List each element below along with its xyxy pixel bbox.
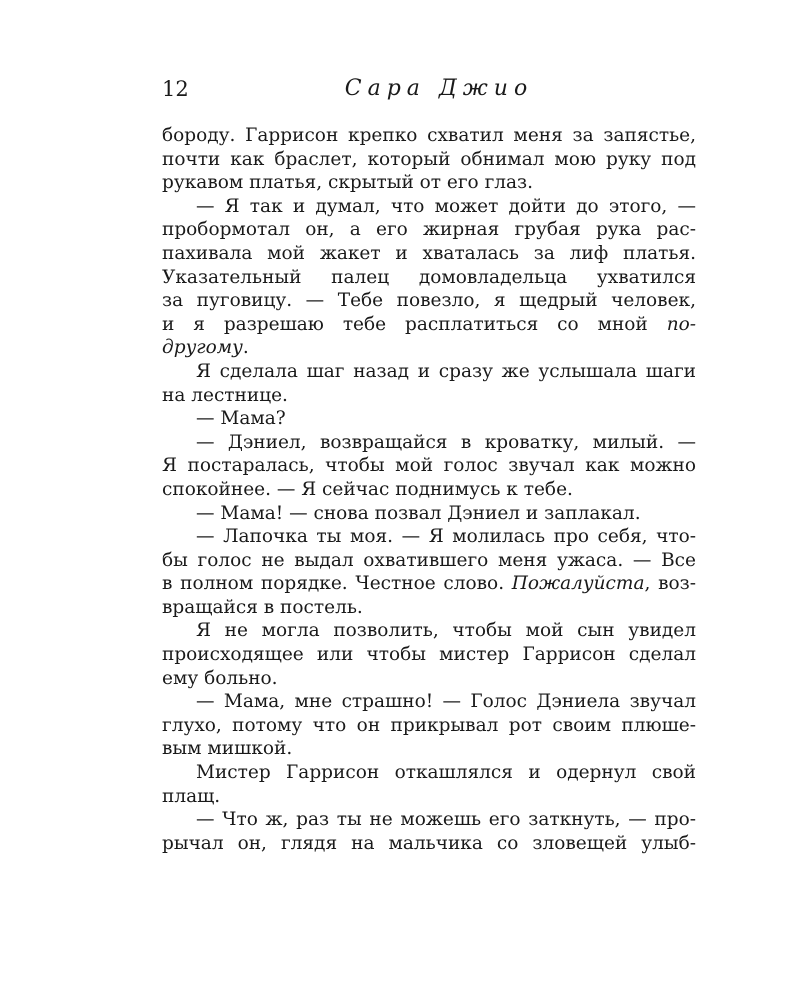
text-line [162,761,696,785]
italic-text: Пожалуйста [511,573,645,595]
text-line [162,596,696,620]
text-line [162,431,696,455]
line-text: бы голос не выдал охватившего меня ужаса. — Все [162,549,696,571]
line-text: глухо, потому что он прикрывал рот своим плюше- [162,714,696,736]
text-line [162,478,696,502]
line-text: Мистер Гаррисон откашлялся и одернул свой [196,762,696,784]
line-text: Я постаралась, чтобы мой голос звучал как можно [162,455,696,477]
text-line [162,454,696,478]
line-text: — Что ж, раз ты не можешь его заткнуть, — про- [196,809,696,831]
text-line [162,808,696,832]
text-line [162,195,696,219]
line-text: — Мама! — снова позвал Дэниел и заплакал. [196,502,641,524]
text-line [162,313,696,337]
text-line [162,690,696,714]
text-line [162,525,696,549]
text-line [162,289,696,313]
text-line [162,124,696,148]
text-line [162,360,696,384]
text-line [162,714,696,738]
text-line [162,171,696,195]
text-line [162,785,696,809]
text-line [162,643,696,667]
line-text: ему больно. [162,667,278,689]
line-text: плащ. [162,785,221,807]
text-line [162,549,696,573]
text-line [162,667,696,691]
line-text: происходящее или чтобы мистер Гаррисон сделал [162,644,696,666]
page-number: 12 [162,77,189,101]
line-text: Я не могла позволить, чтобы мой сын увидел [196,620,696,642]
text-line [162,336,696,360]
line-text: — Я так и думал, что может дойти до этого, — [196,195,696,217]
text-line [162,242,696,266]
line-text: вым мишкой. [162,738,293,760]
body-text [162,124,696,855]
line-text: бороду. Гаррисон крепко схватил меня за запястье, [162,125,696,146]
line-text: Я сделала шаг назад и сразу же услышала шаги [196,360,696,382]
line-text: — Лапочка ты моя. — Я молилась про себя, что- [196,526,696,548]
line-text: пробормотал он, а его жирная грубая рука рас- [162,219,696,241]
line-text: за пуговицу. — Тебе повезло, я щедрый человек, [162,290,696,312]
line-text: вращайся в постель. [162,596,363,618]
line-tail: . [242,337,249,359]
line-text: Указательный палец домовладельца ухватился [162,266,696,288]
line-text: почти как браслет, который обнимал мою руку под [162,148,696,170]
line-text: и я разрешаю тебе расплатиться со мной [162,313,648,335]
text-line [162,572,696,596]
text-line [162,619,696,643]
text-line [162,148,696,172]
text-line [162,218,696,242]
page-header [162,74,694,104]
line-text: рычал он, глядя на мальчика со зловещей улыб- [162,832,696,854]
italic-text: по- [666,313,696,335]
text-line [162,266,696,290]
line-text: рукавом платья, скрытый от его глаз. [162,172,534,194]
line-text: спокойнее. — Я сейчас поднимусь к тебе. [162,478,573,500]
text-line [162,737,696,761]
line-text: пахивала мой жакет и хваталась за лиф платья. [162,242,696,264]
text-line [162,384,696,408]
line-text: — Мама, мне страшно! — Голос Дэниела звучал [196,691,696,713]
text-line [162,407,696,431]
text-line [162,832,696,856]
running-title: Сара Джио [344,76,534,101]
italic-text: другому [162,337,243,359]
line-text: — Мама? [196,408,286,430]
line-text: — Дэниел, возвращайся в кроватку, милый. — [196,431,696,453]
line-text: на лестнице. [162,384,288,406]
line-tail: , воз- [644,573,696,595]
text-line [162,502,696,526]
line-text: в полном порядке. Честное слово. [162,573,505,595]
